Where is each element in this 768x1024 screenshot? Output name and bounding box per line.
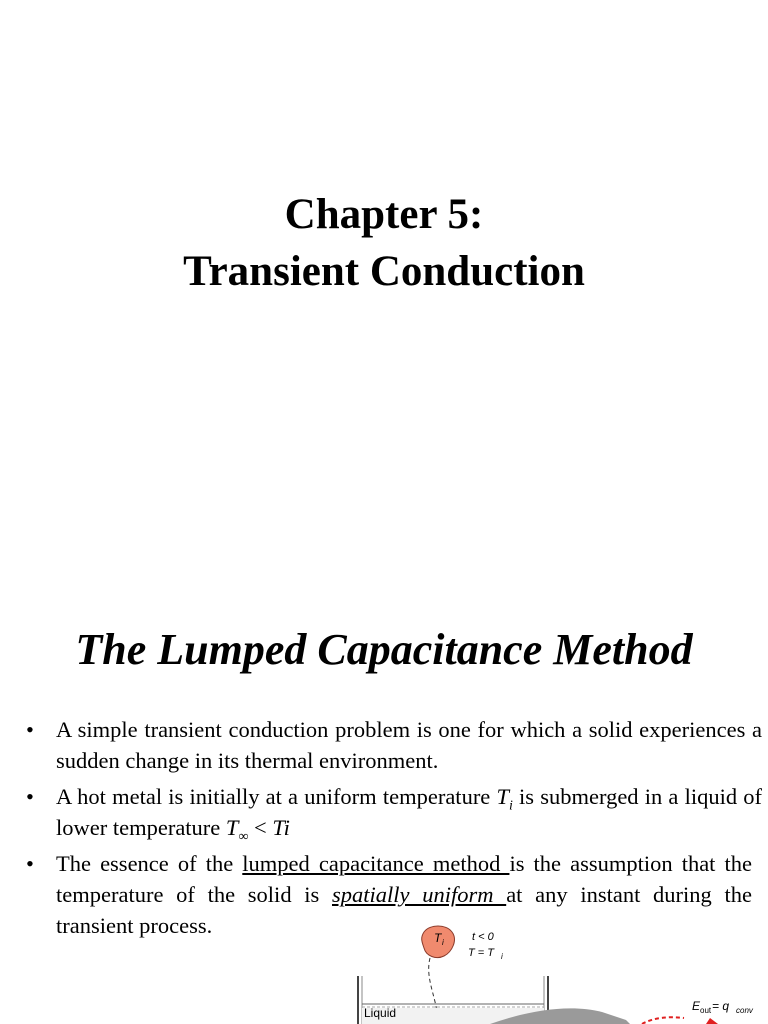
bullet-1-text: A simple transient conduction problem is one for which a solid experiences a sudden change in its thermal environment. xyxy=(56,717,762,773)
eout-equals: = q xyxy=(712,999,730,1013)
bullet-dot: • xyxy=(26,784,34,809)
liquid-label: Liquid xyxy=(364,1006,397,1020)
bullet-dot: • xyxy=(26,717,34,742)
variable-T-inf: T xyxy=(225,815,239,840)
figure-svg xyxy=(340,918,768,1024)
subscript-i: i xyxy=(508,798,513,814)
bullet-item-2 xyxy=(26,781,762,843)
variable-Ti: Ti xyxy=(272,815,290,840)
chapter-name: Transient Conduction xyxy=(183,248,585,295)
subscript-infinity: ∞ xyxy=(238,829,249,845)
convection-arrow-icon xyxy=(642,1017,684,1024)
condition-temp: T = T xyxy=(468,947,494,959)
eout-subscript: out xyxy=(700,1006,712,1015)
underlined-term-lumped: lumped capacitance method xyxy=(242,851,510,876)
chapter-number: Chapter 5: xyxy=(284,191,484,238)
bullet-3-text-b: is the assumption that the temperature of the solid is xyxy=(56,851,753,907)
blob-subscript: i xyxy=(442,938,444,947)
section-title: The Lumped Capacitance Method xyxy=(75,625,693,674)
variable-T: T xyxy=(496,784,509,809)
condition-time: t < 0 xyxy=(472,931,494,943)
bullet-item-1 xyxy=(26,714,762,776)
chapter-title xyxy=(0,186,768,300)
qconv-subscript: conv xyxy=(736,1006,753,1015)
bullet-2-text-a: A hot metal is initially at a uniform temperature xyxy=(56,784,497,809)
bullet-dot: • xyxy=(26,851,34,876)
bullet-2-text-b: is submerged in a liquid of lower temperature xyxy=(56,784,762,840)
less-than: < xyxy=(248,815,273,840)
quenching-figure xyxy=(340,918,768,1024)
bullet-text xyxy=(56,781,762,843)
bullet-3-text-a: The essence of the xyxy=(56,851,243,876)
bullet-text xyxy=(56,714,762,776)
condition-temp-sub: i xyxy=(501,952,503,961)
blob-label: T xyxy=(434,931,442,945)
underlined-term-spatial: spatially uniform xyxy=(332,882,507,907)
bullet-list xyxy=(26,714,762,946)
eout-label: E xyxy=(692,999,701,1013)
bullet-3-text-c: at any instant during the transient process. xyxy=(56,882,752,938)
